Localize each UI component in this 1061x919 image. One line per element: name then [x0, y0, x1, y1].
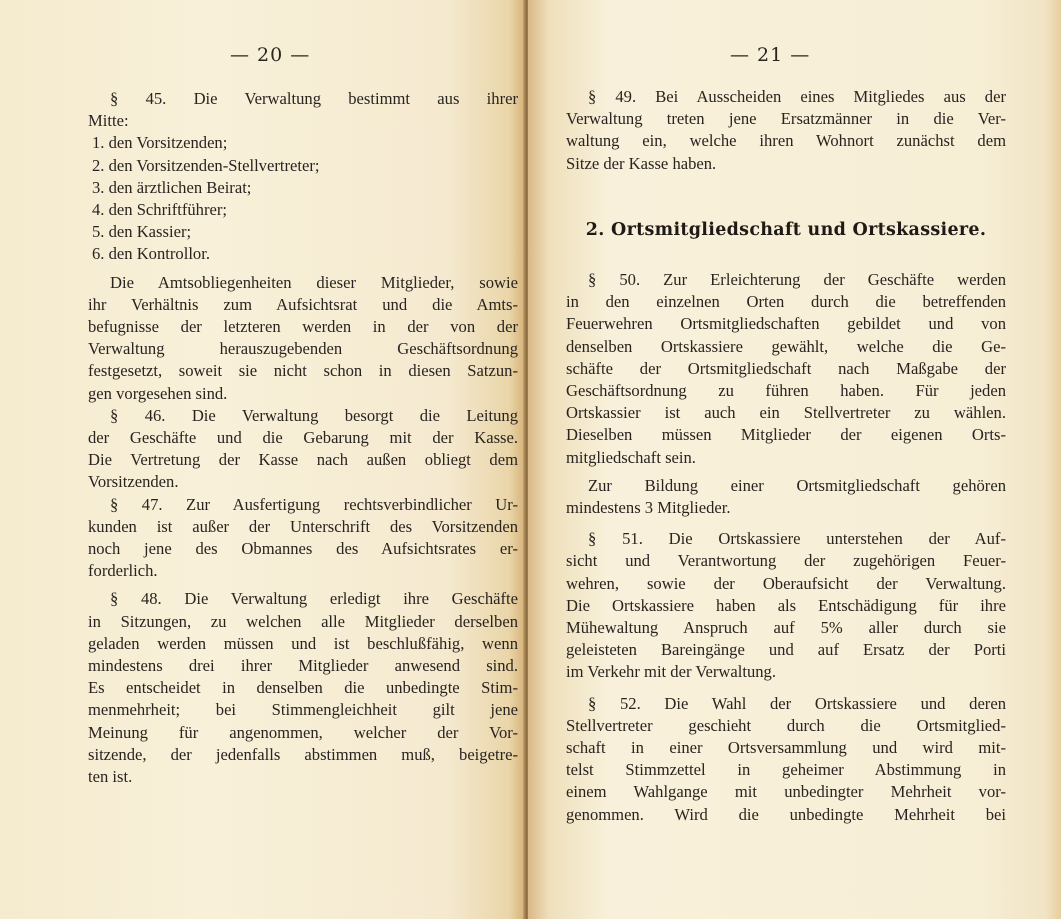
- left-page: [0, 0, 525, 919]
- right-page: [528, 0, 1061, 919]
- text-line: Geschäftsordnung zu führen haben. Für jeden: [566, 381, 1006, 401]
- text-line: waltung ein, welche ihren Wohnort zunächst dem: [566, 131, 1006, 151]
- text-line: § 49. Bei Ausscheiden eines Mitgliedes aus der: [588, 87, 1006, 106]
- right-page-text: [566, 86, 1006, 826]
- list-item: 1. den Vorsitzenden;: [92, 133, 228, 153]
- text-line: schaft in einer Ortsversammlung und wird mit-: [566, 738, 1006, 758]
- text-line: schäfte der Ortsmitgliedschaft nach Maßgabe der: [566, 358, 1006, 378]
- list-item: 5. den Kassier;: [92, 222, 192, 242]
- text-line: mitgliedschaft sein.: [566, 447, 696, 467]
- page-number: — 21 —: [730, 44, 811, 66]
- text-line: menmehrheit; bei Stimmengleichheit gilt jene: [88, 700, 518, 720]
- text-line: Zur Bildung einer Ortsmitgliedschaft gehören: [588, 475, 1006, 495]
- paragraph-49: [566, 86, 1006, 175]
- text-line: genommen. Wird die unbedingte Mehrheit bei: [566, 804, 1006, 824]
- text-line: in Sitzungen, zu welchen alle Mitglieder derselben: [88, 611, 518, 631]
- text-line: Mühewaltung Anspruch auf 5% aller durch sie: [566, 618, 1006, 638]
- text-line: Die Amtsobliegenheiten dieser Mitglieder, sowie: [110, 272, 518, 292]
- text-line: in den einzelnen Orten durch die betreffenden: [566, 292, 1006, 312]
- text-line: § 50. Zur Erleichterung der Geschäfte werden: [588, 270, 1006, 290]
- text-line: Verwaltung herauszugebenden Geschäftsordnung: [88, 339, 518, 359]
- text-line: Mitte:: [88, 111, 129, 131]
- page-number: — 20 —: [230, 44, 311, 66]
- text-line: einem Wahlgange mit unbedingter Mehrheit vor-: [566, 782, 1006, 802]
- text-line: gen vorgesehen sind.: [88, 383, 228, 403]
- paragraph-48: [88, 588, 518, 788]
- text-line: Stellvertreter geschieht durch die Ortsmitglied-: [566, 715, 1006, 735]
- list-item: 4. den Schriftführer;: [92, 200, 228, 220]
- paragraph-52: [566, 693, 1006, 826]
- paragraph-46: [88, 405, 518, 494]
- text-line: § 52. Die Wahl der Ortskassiere und deren: [588, 693, 1006, 713]
- list-item: 2. den Vorsitzenden-Stellvertreter;: [92, 155, 320, 175]
- list-item: 3. den ärztlichen Beirat;: [92, 177, 252, 197]
- text-line: ten ist.: [88, 767, 133, 787]
- list-item: 6. den Kontrollor.: [92, 244, 210, 264]
- text-line: denselben Ortskassiere gewählt, welche die Ge-: [566, 336, 1006, 356]
- text-line: sicht und Verantwortung der zugehörigen Feuer-: [566, 551, 1006, 571]
- text-line: im Verkehr mit der Verwaltung.: [566, 662, 776, 682]
- paragraph-duties: [88, 272, 518, 405]
- text-line: festgesetzt, soweit sie nicht schon in diesen Satzun-: [88, 361, 518, 381]
- paragraph-50: [566, 269, 1006, 469]
- left-page-text: [88, 88, 518, 788]
- text-line: ihr Verhältnis zum Aufsichtsrat und die Amts-: [88, 294, 518, 314]
- text-line: Die Vertretung der Kasse nach außen obliegt dem: [88, 450, 518, 470]
- text-line: telst Stimmzettel in geheimer Abstimmung in: [566, 760, 1006, 780]
- text-line: § 47. Zur Ausfertigung rechtsverbindlicher Ur-: [110, 494, 518, 514]
- text-line: Meinung für angenommen, welcher der Vor-: [88, 722, 518, 742]
- text-line: geleisteten Bareingänge und auf Ersatz der Porti: [566, 640, 1006, 660]
- text-line: mindestens 3 Mitglieder.: [566, 498, 731, 518]
- text-line: noch jene des Obmannes des Aufsichtsrates er-: [88, 539, 518, 559]
- text-line: Verwaltung treten jene Ersatzmänner in die Ver-: [566, 109, 1006, 129]
- text-line: sitzende, der jedenfalls abstimmen muß, beigetre-: [88, 744, 518, 764]
- text-line: Feuerwehren Ortsmitgliedschaften gebildet und von: [566, 314, 1006, 334]
- paragraph-50-cont: [566, 475, 1006, 519]
- text-line: Vorsitzenden.: [88, 472, 179, 492]
- section-heading: 2. Ortsmitgliedschaft und Ortskassiere.: [585, 219, 987, 240]
- text-line: Es entscheidet in denselben die unbedingte Stim-: [88, 678, 518, 698]
- paragraph-45: [88, 88, 518, 132]
- paragraph-51: [566, 528, 1006, 683]
- text-line: Ortskassier ist auch ein Stellvertreter zu wählen.: [566, 403, 1006, 423]
- officer-list: [88, 132, 518, 265]
- text-line: Dieselben müssen Mitglieder der eigenen Orts-: [566, 425, 1006, 445]
- text-line: mindestens drei ihrer Mitglieder anwesend sind.: [88, 656, 518, 676]
- text-line: § 45. Die Verwaltung bestimmt aus ihrer: [110, 89, 518, 108]
- text-line: forderlich.: [88, 561, 158, 581]
- text-line: kunden ist außer der Unterschrift des Vorsitzenden: [88, 516, 518, 536]
- paragraph-47: [88, 494, 518, 583]
- text-line: § 46. Die Verwaltung besorgt die Leitung: [110, 405, 518, 425]
- text-line: geladen werden müssen und ist beschlußfähig, wenn: [88, 633, 518, 653]
- text-line: der Geschäfte und die Gebarung mit der Kasse.: [88, 428, 518, 448]
- text-line: befugnisse der letzteren werden in der von der: [88, 317, 518, 337]
- text-line: wehren, sowie der Oberaufsicht der Verwaltung.: [566, 573, 1006, 593]
- text-line: § 51. Die Ortskassiere unterstehen der Auf-: [588, 529, 1006, 549]
- text-line: § 48. Die Verwaltung erledigt ihre Geschäfte: [110, 589, 518, 609]
- text-line: Sitze der Kasse haben.: [566, 153, 717, 173]
- text-line: Die Ortskassiere haben als Entschädigung für ihre: [566, 595, 1006, 615]
